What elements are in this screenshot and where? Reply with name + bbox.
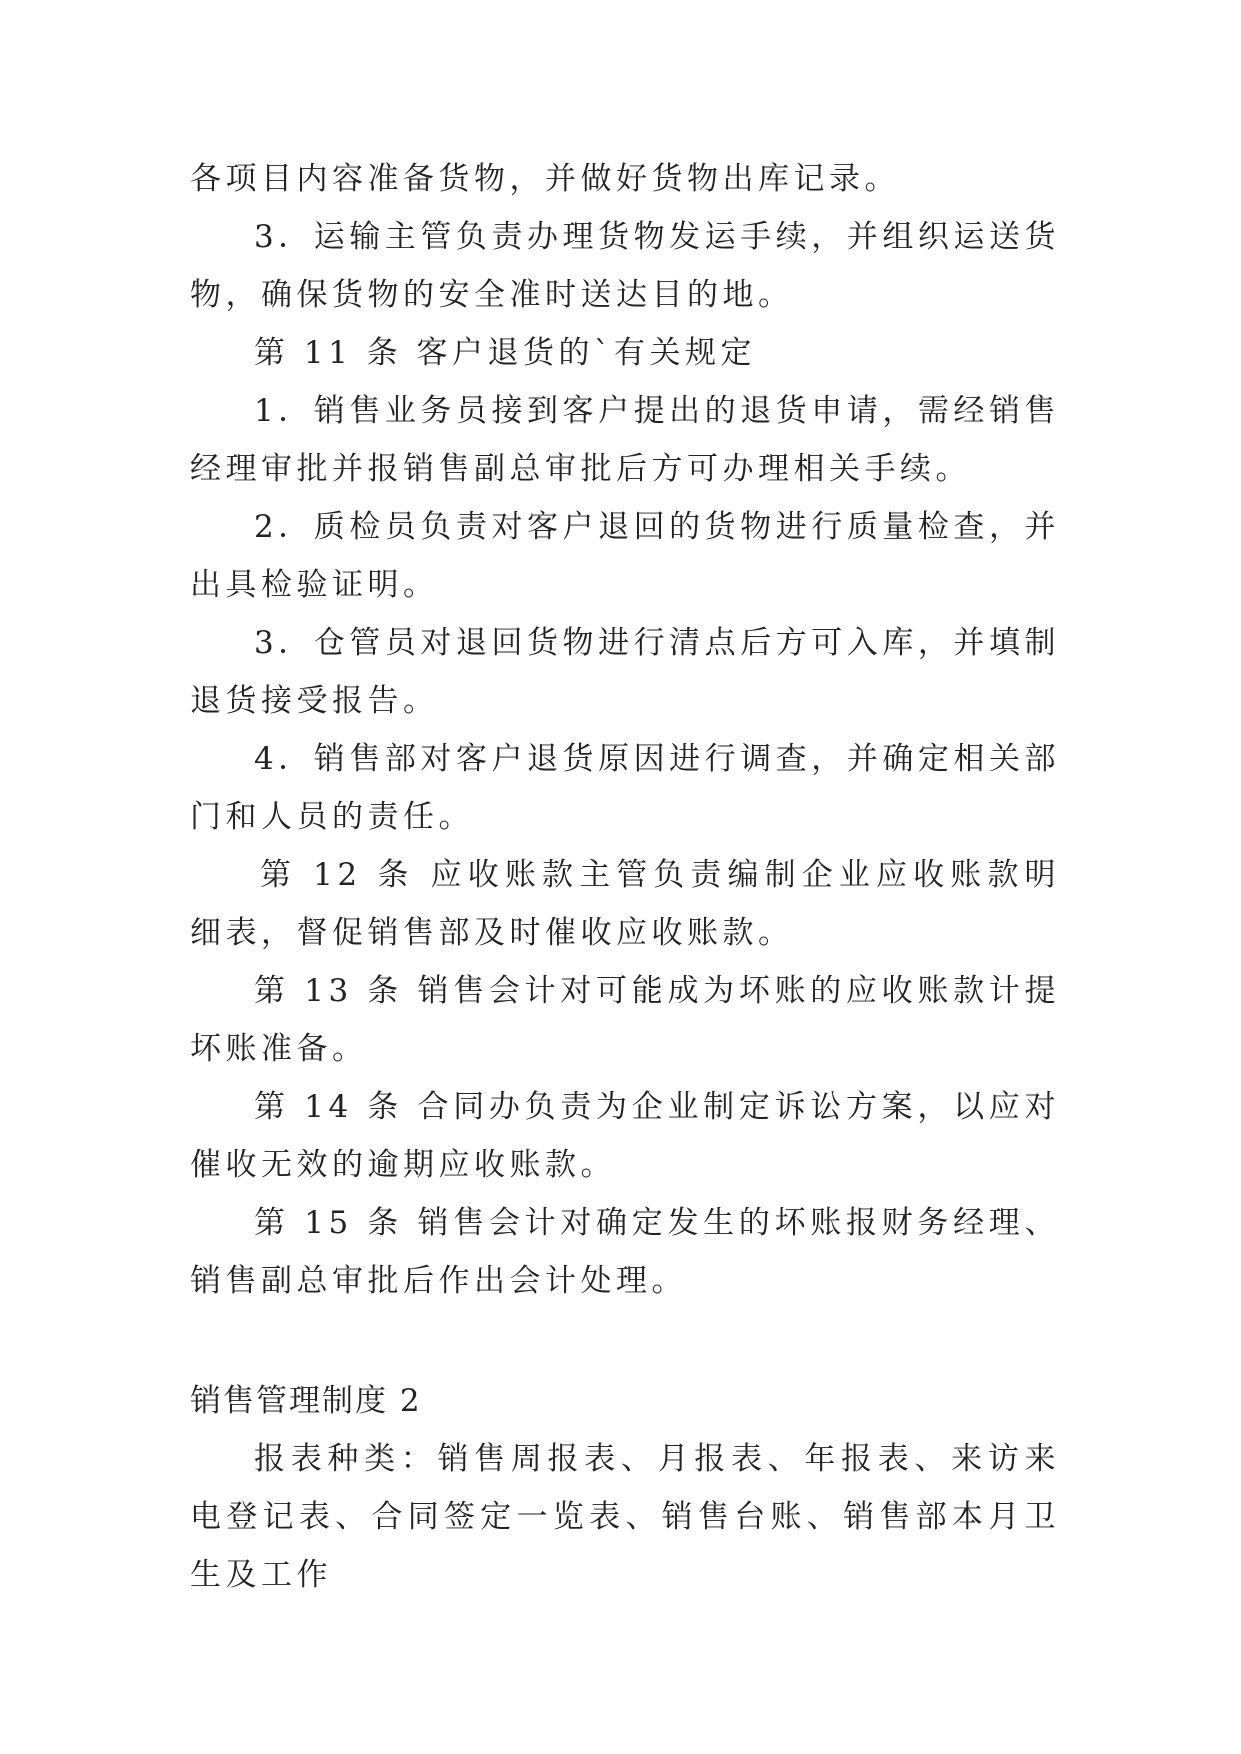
article-11-heading: 第 11 条 客户退货的`有关规定 [254, 335, 757, 371]
paragraph-warehouse-count: 3．仓管员对退回货物进行清点后方可入库，并填制退货接受报告。 [190, 625, 1060, 719]
paragraph-report-types: 报表种类：销售周报表、月报表、年报表、来访来电登记表、合同签定一览表、销售台账、销售部本月卫生及工作 [190, 1441, 1060, 1593]
document-body [190, 150, 1060, 1604]
paragraph-return-investigation: 4．销售部对客户退货原因进行调查，并确定相关部门和人员的责任。 [190, 741, 1060, 835]
paragraph-return-application: 1．销售业务员接到客户提出的退货申请，需经销售经理审批并报销售副总审批后方可办理相关手续。 [190, 393, 1060, 487]
paragraph-transport: 3．运输主管负责办理货物发运手续，并组织运送货物，确保货物的安全准时送达目的地。 [190, 219, 1060, 313]
paragraph-quality-check: 2．质检员负责对客户退回的货物进行质量检查，并出具检验证明。 [190, 509, 1060, 603]
section-title: 销售管理制度 2 [190, 1383, 422, 1419]
article-12: 第 12 条 应收账款主管负责编制企业应收账款明细表，督促销售部及时催收应收账款。 [190, 857, 1060, 951]
paragraph-goods-prep: 各项目内容准备货物，并做好货物出库记录。 [190, 161, 900, 197]
article-13: 第 13 条 销售会计对可能成为坏账的应收账款计提坏账准备。 [190, 973, 1060, 1067]
article-15: 第 15 条 销售会计对确定发生的坏账报财务经理、销售副总审批后作出会计处理。 [190, 1205, 1060, 1299]
article-14: 第 14 条 合同办负责为企业制定诉讼方案，以应对催收无效的逾期应收账款。 [190, 1089, 1060, 1183]
